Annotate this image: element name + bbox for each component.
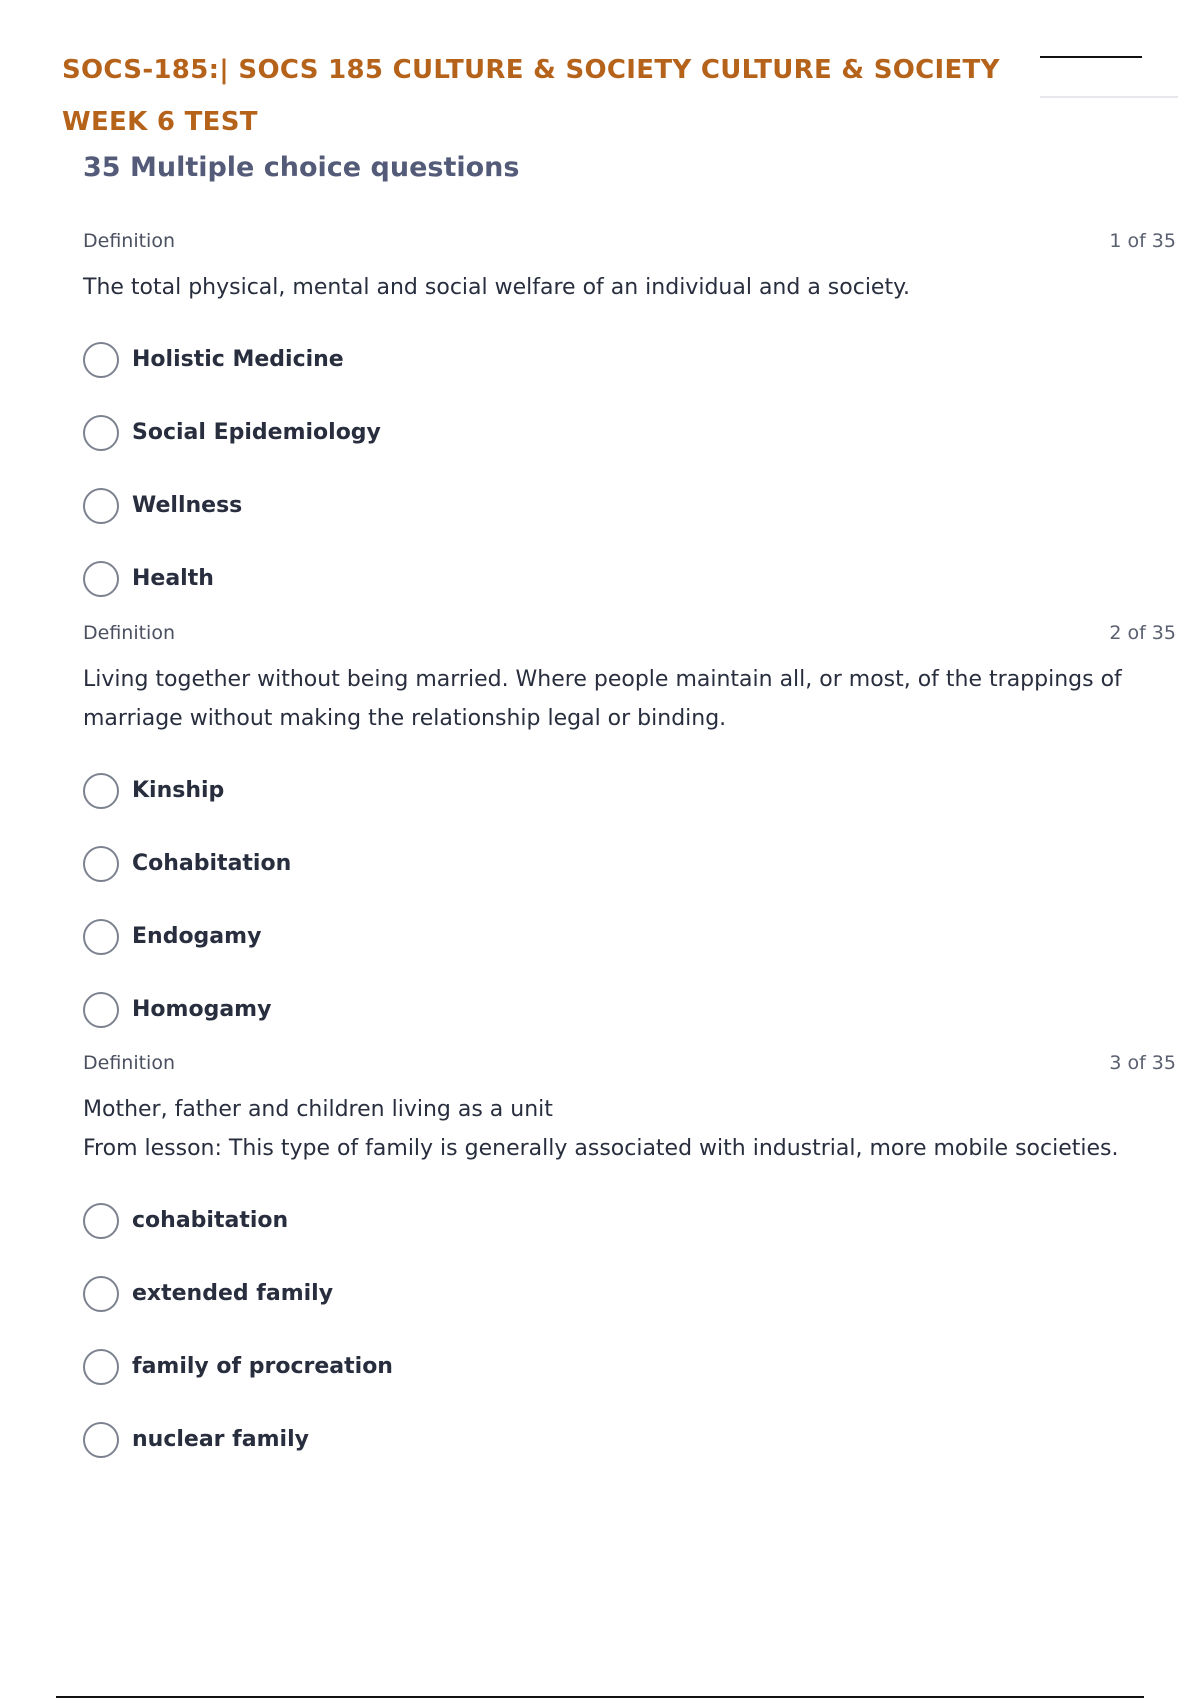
- radio-button[interactable]: [83, 488, 119, 524]
- answer-option-label: Kinship: [132, 778, 225, 803]
- answer-option-label: Endogamy: [132, 924, 262, 949]
- question-prompt: [83, 1090, 1143, 1168]
- question-meta: [83, 230, 1176, 254]
- question-counter: 3 of 35: [1109, 1052, 1176, 1074]
- question-prompt-line: The total physical, mental and social welfare of an individual and a society.: [83, 275, 910, 300]
- question-prompt: [83, 268, 1143, 307]
- question-meta: [83, 1052, 1176, 1076]
- radio-button[interactable]: [83, 919, 119, 955]
- answer-option[interactable]: [83, 1184, 1176, 1257]
- document-title-line1: SOCS-185:| SOCS 185 CULTURE & SOCIETY CULTURE & SOCIETY: [62, 55, 1000, 85]
- answer-option-label: cohabitation: [132, 1208, 289, 1233]
- header-rule: [1040, 56, 1142, 58]
- question-prompt-line: From lesson: This type of family is generally associated with industrial, more mobile societies.: [83, 1136, 1119, 1161]
- question-card: [83, 622, 1176, 1046]
- answer-option-label: Homogamy: [132, 997, 272, 1022]
- answer-option[interactable]: [83, 754, 1176, 827]
- question-counter: 1 of 35: [1109, 230, 1176, 252]
- answer-option[interactable]: [83, 1403, 1176, 1476]
- question-card: [83, 230, 1176, 615]
- radio-button[interactable]: [83, 1276, 119, 1312]
- document-title: [62, 44, 1012, 148]
- answer-option-label: Holistic Medicine: [132, 347, 344, 372]
- question-type-label: Definition: [83, 622, 176, 644]
- answer-option[interactable]: [83, 973, 1176, 1046]
- document-title-line2: WEEK 6 TEST: [62, 107, 258, 137]
- answer-option-label: Health: [132, 566, 214, 591]
- question-card: [83, 1052, 1176, 1476]
- question-prompt-line: Mother, father and children living as a unit: [83, 1097, 553, 1122]
- answer-option[interactable]: [83, 1330, 1176, 1403]
- answer-option[interactable]: [83, 1257, 1176, 1330]
- question-prompt: [83, 660, 1143, 738]
- answer-option-label: family of procreation: [132, 1354, 393, 1379]
- section-heading: 35 Multiple choice questions: [83, 152, 520, 183]
- answer-option[interactable]: [83, 323, 1176, 396]
- radio-button[interactable]: [83, 561, 119, 597]
- answer-option[interactable]: [83, 469, 1176, 542]
- answer-options: [83, 323, 1176, 615]
- question-type-label: Definition: [83, 1052, 176, 1074]
- radio-button[interactable]: [83, 1422, 119, 1458]
- answer-option[interactable]: [83, 827, 1176, 900]
- footer-rule: [56, 1696, 1144, 1698]
- question-prompt-line: Living together without being married. Where people maintain all, or most, of the trappings of marriage without making the relationship legal or binding.: [83, 667, 1122, 731]
- question-type-label: Definition: [83, 230, 176, 252]
- question-counter: 2 of 35: [1109, 622, 1176, 644]
- answer-option-label: extended family: [132, 1281, 334, 1306]
- question-meta: [83, 622, 1176, 646]
- radio-button[interactable]: [83, 773, 119, 809]
- header-rule-faint: [1040, 96, 1178, 98]
- answer-option-label: Cohabitation: [132, 851, 292, 876]
- answer-option[interactable]: [83, 542, 1176, 615]
- radio-button[interactable]: [83, 1349, 119, 1385]
- answer-options: [83, 1184, 1176, 1476]
- answer-options: [83, 754, 1176, 1046]
- radio-button[interactable]: [83, 415, 119, 451]
- radio-button[interactable]: [83, 1203, 119, 1239]
- answer-option[interactable]: [83, 396, 1176, 469]
- answer-option-label: Social Epidemiology: [132, 420, 381, 445]
- radio-button[interactable]: [83, 992, 119, 1028]
- answer-option[interactable]: [83, 900, 1176, 973]
- answer-option-label: Wellness: [132, 493, 243, 518]
- radio-button[interactable]: [83, 846, 119, 882]
- answer-option-label: nuclear family: [132, 1427, 309, 1452]
- radio-button[interactable]: [83, 342, 119, 378]
